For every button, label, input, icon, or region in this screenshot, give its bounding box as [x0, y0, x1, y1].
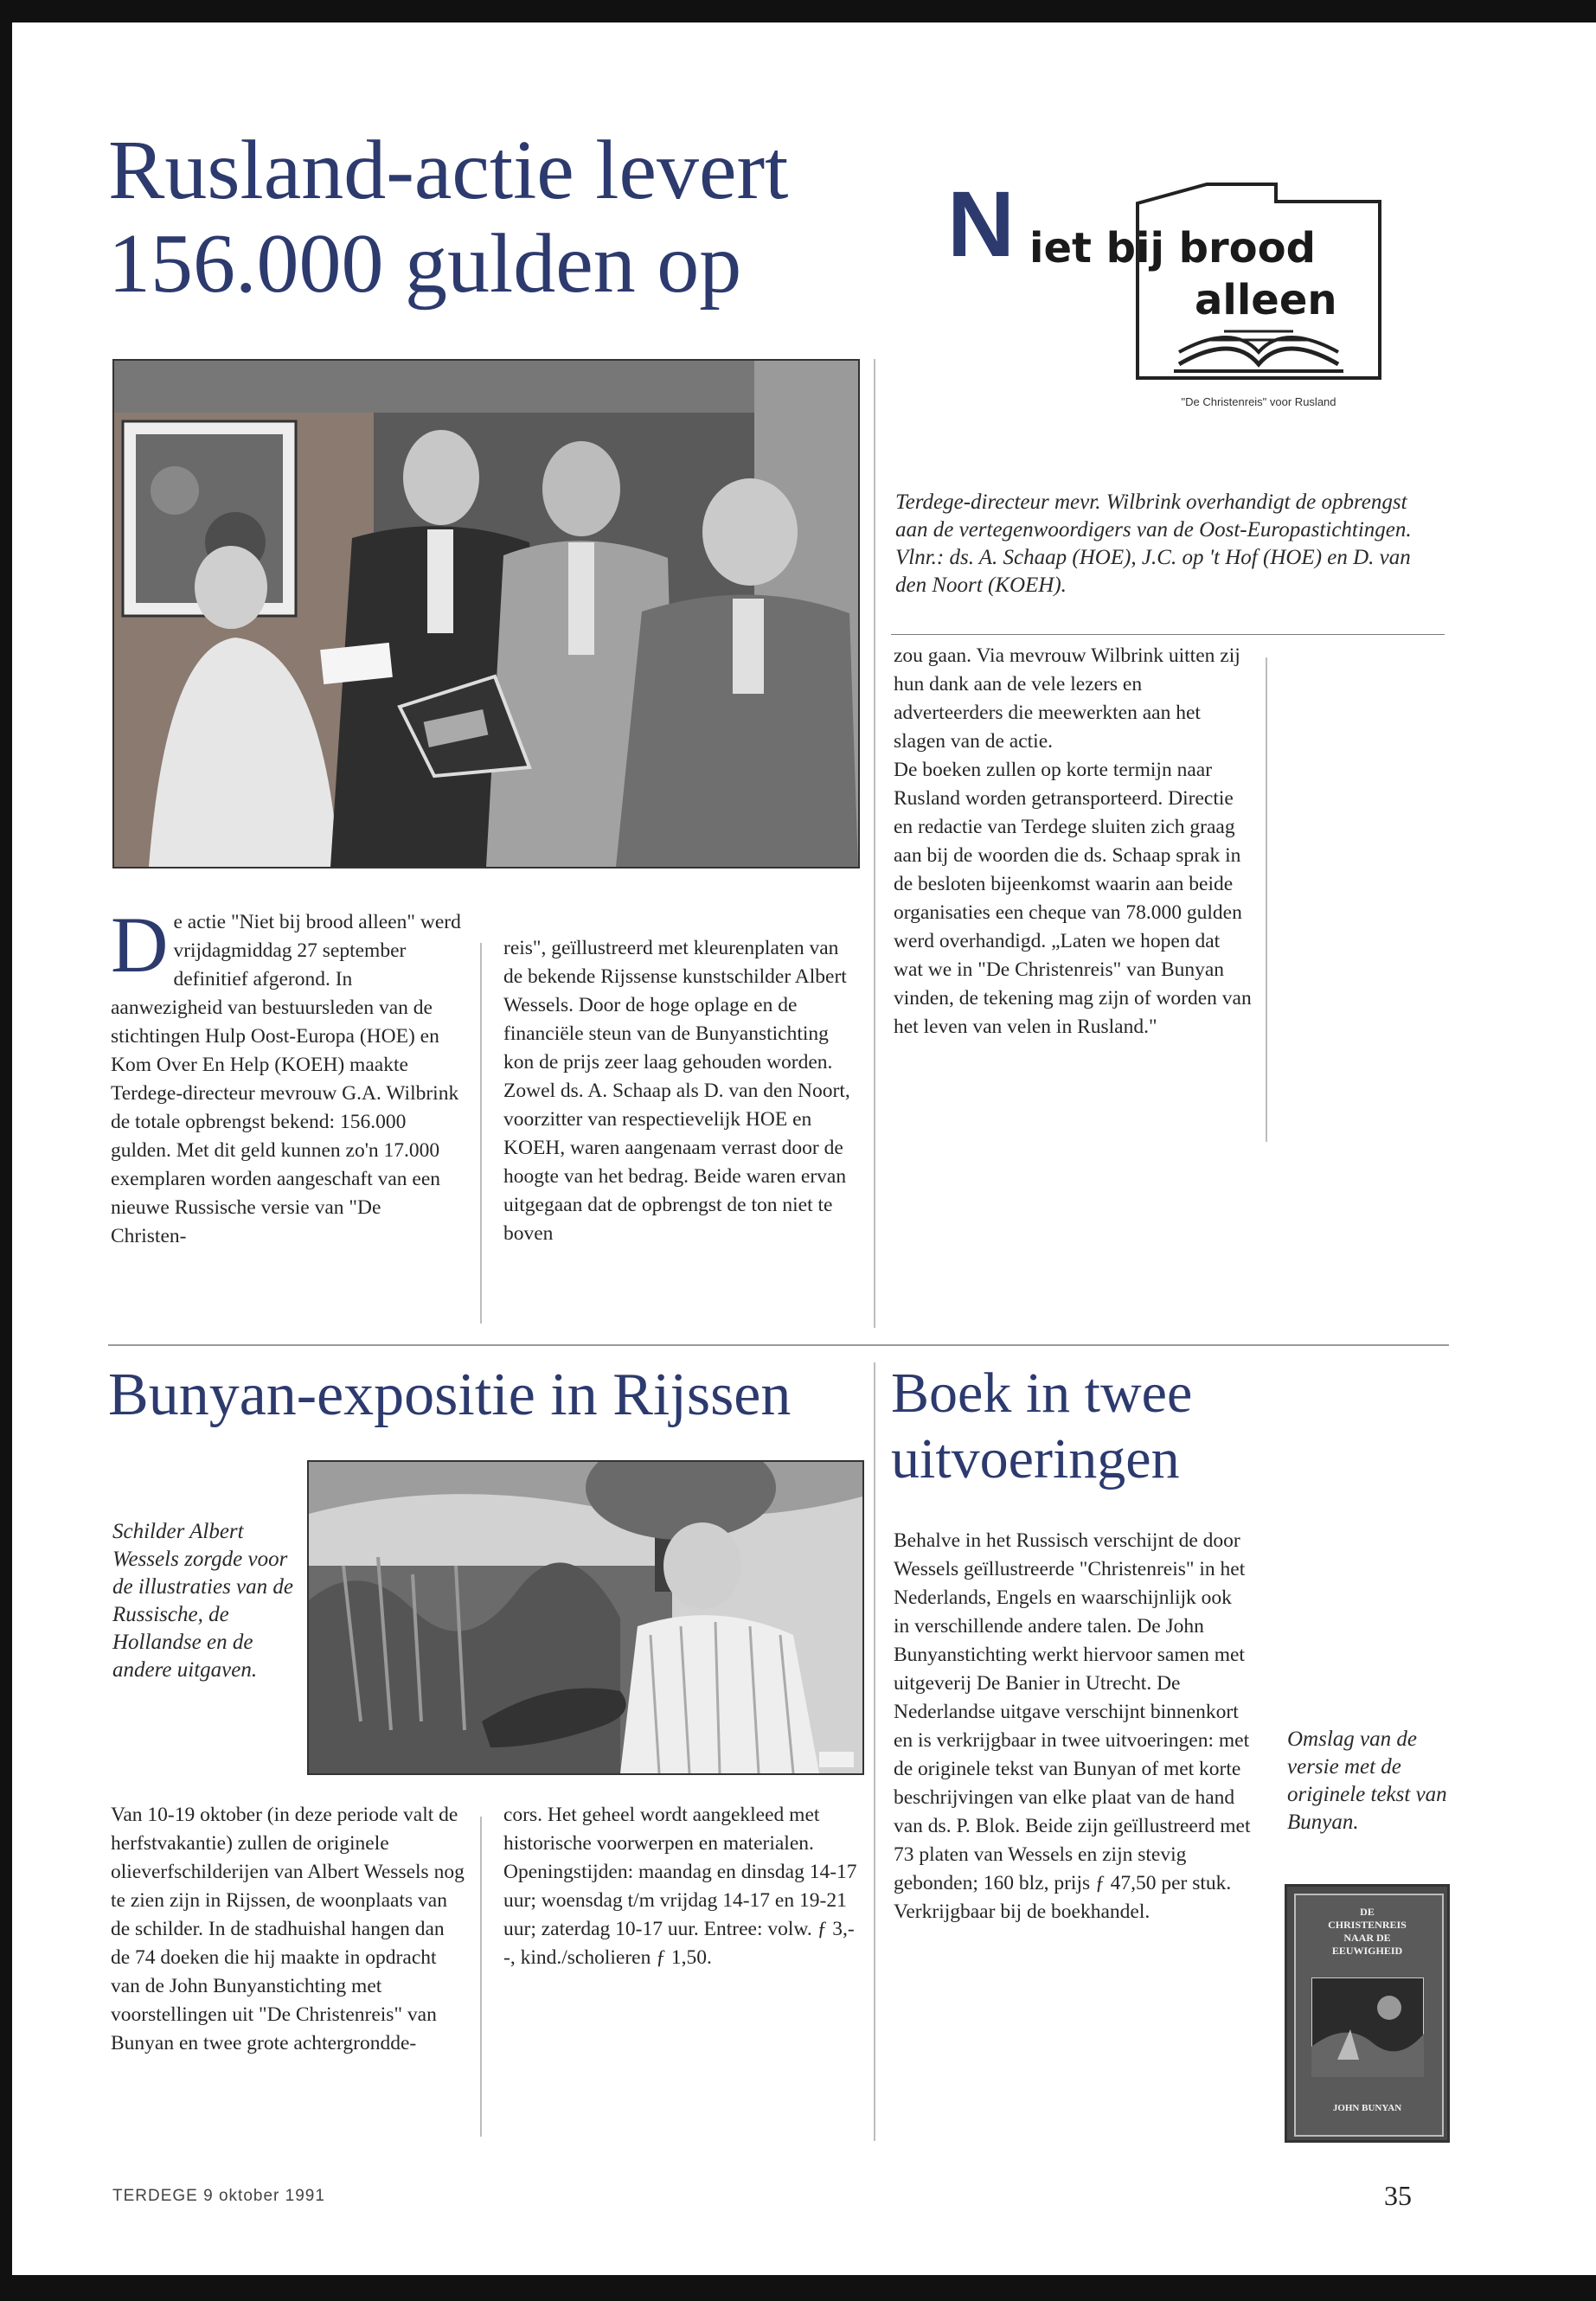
- article1-col1-text: e actie "Niet bij brood alleen" werd vrijdagmiddag 27 september definitief afgerond. In aanwezigheid van bestuursleden van de stichtingen Hulp Oost-Europa (HOE) en Kom Over En Help (KOEH) maakte Terdege-directeur mevrouw G.A. Wilbrink de totale opbrengst bekend: 156.000 gulden. Met dit geld kunnen zo'n 17.000 exemplaren worden aangeschaft van een nieuwe Russische versie van "De Christen-: [111, 911, 461, 1247]
- article2-photo: [307, 1460, 864, 1775]
- article2-col2: cors. Het geheel wordt aangekleed met historische voorwerpen en materialen. Openingstijden: maandag en dinsdag 14-17 uur; woensdag t/m vrijdag 14-17 en 19-21 uur; zaterdag 10-17 uur. Entree: volw. ƒ 3,--, kind./scholieren ƒ 1,50.: [503, 1804, 857, 1969]
- page-border-top: [0, 0, 1596, 22]
- article1-headline-line2: 156.000 gulden op: [108, 217, 742, 311]
- logo-line2: alleen: [1195, 276, 1337, 324]
- book-title-line4: EEUWIGHEID: [1331, 1945, 1403, 1957]
- column-rule: [1266, 657, 1267, 1142]
- niet-bij-brood-logo: [947, 160, 1406, 420]
- article1-headline: [108, 124, 887, 311]
- article1-photo: [112, 359, 860, 868]
- article1-headline-line1: Rusland-actie levert: [108, 124, 789, 217]
- article3-caption: Omslag van de versie met de originele tekst van Bunyan.: [1287, 1727, 1447, 1834]
- article3-headline: [891, 1362, 1272, 1490]
- page-number: 35: [1384, 2180, 1412, 2211]
- logo-big-letter: N: [947, 171, 1015, 276]
- book-title-line3: NAAR DE: [1343, 1932, 1391, 1944]
- article2-caption: Schilder Albert Wessels zorgde voor de illustraties van de Russische, de Hollandse en de andere uitgaven.: [112, 1520, 293, 1682]
- book-cover: [1285, 1884, 1450, 2143]
- article1-col1: [111, 901, 461, 1251]
- caption-rule: [891, 634, 1445, 635]
- book-title-line2: CHRISTENREIS: [1328, 1919, 1407, 1931]
- book-cover-author: JOHN BUNYAN: [1332, 2103, 1402, 2113]
- article3-headline-line2: uitvoeringen: [891, 1427, 1180, 1490]
- article3-headline-line1: Boek in twee: [891, 1362, 1193, 1425]
- section-divider: [108, 1344, 1449, 1346]
- article1-caption: Terdege-directeur mevr. Wilbrink overhandigt de opbrengst aan de vertegenwoordigers van de Oost-Europastichtingen. Vlnr.: ds. A. Schaap (HOE), J.C. op 't Hof (HOE) en D. van den Noort (KOEH).: [895, 490, 1412, 597]
- book-title-line1: DE: [1360, 1906, 1375, 1918]
- article3-body: Behalve in het Russisch verschijnt de door Wessels geïllustreerde "Christenreis" in het Nederlands, Engels en waarschijnlijk ook in verschillende andere talen. De John Bunyanstichting werkt hiervoor samen met uitgeverij De Banier in Utrecht. De Nederlandse uitgave verschijnt binnenkort en is verkrijgbaar in twee uitvoeringen: met de originele tekst van Bunyan of met korte beschrijvingen van elke plaat van de hand van ds. P. Blok. Beide zijn geïllustreerd met 73 platen van Wessels en zijn stevig gebonden; 160 blz, prijs ƒ 47,50 per stuk. Verkrijgbaar bij de boekhandel.: [894, 1529, 1251, 1923]
- page-border-left: [0, 0, 12, 2301]
- logo-line1: iet bij brood: [1029, 224, 1316, 272]
- article2-headline: Bunyan-expositie in Rijssen: [108, 1362, 792, 1428]
- book-cover-illustration-icon: [1311, 1977, 1424, 2077]
- logo-subtitle: "De Christenreis" voor Rusland: [1181, 395, 1336, 408]
- column-rule: [874, 359, 875, 1328]
- page-border-bottom: [0, 2275, 1596, 2301]
- article1-col2: reis", geïllustreerd met kleurenplaten van de bekende Rijssense kunstschilder Albert Wessels. Door de hoge oplage en de financiële steun van de Bunyanstichting kon de prijs zeer laag gehouden worden. Zowel ds. A. Schaap als D. van den Noort, voorzitter van respectievelijk HOE en KOEH, waren aangenaam verrast door de hoogte van het bedrag. Beide waren ervan uitgegaan dat de opbrengst de ton niet te boven: [503, 937, 850, 1245]
- book-cover-title: [1296, 1906, 1439, 1958]
- footer-publication: TERDEGE 9 oktober 1991: [112, 2187, 325, 2205]
- article1-col3: zou gaan. Via mevrouw Wilbrink uitten zij hun dank aan de vele lezers en adverteerders die meewerkten aan het slagen van de actie. De boeken zullen op korte termijn naar Rusland worden getransporteerd. Directie en redactie van Terdege sluiten zich graag aan bij de woorden die ds. Schaap sprak in de besloten bijeenkomst waarin aan beide organisaties een cheque van 78.000 gulden werd overhandigd. „Laten we hopen dat wat we in "De Christenreis" van Bunyan vinden, de tekening mag zijn of worden van het leven van velen in Rusland.": [894, 644, 1252, 1038]
- cheque-handover-photo-icon: [114, 361, 858, 867]
- column-rule: [874, 1362, 875, 2141]
- article2-col1: Van 10-19 oktober (in deze periode valt de herfstvakantie) zullen de originele olieverfschilderijen van Albert Wessels nog te zien zijn in Rijssen, de woonplaats van de schilder. In de stadhuishal hangen dan de 74 doeken die hij maakte in opdracht van de John Bunyanstichting met voorstellingen uit "De Christenreis" van Bunyan en twee grote achtergrondde-: [111, 1804, 465, 2054]
- column-rule: [480, 943, 482, 1324]
- article1-dropcap: D: [111, 901, 169, 989]
- painter-at-work-photo-icon: [309, 1462, 862, 1773]
- column-rule: [480, 1817, 482, 2137]
